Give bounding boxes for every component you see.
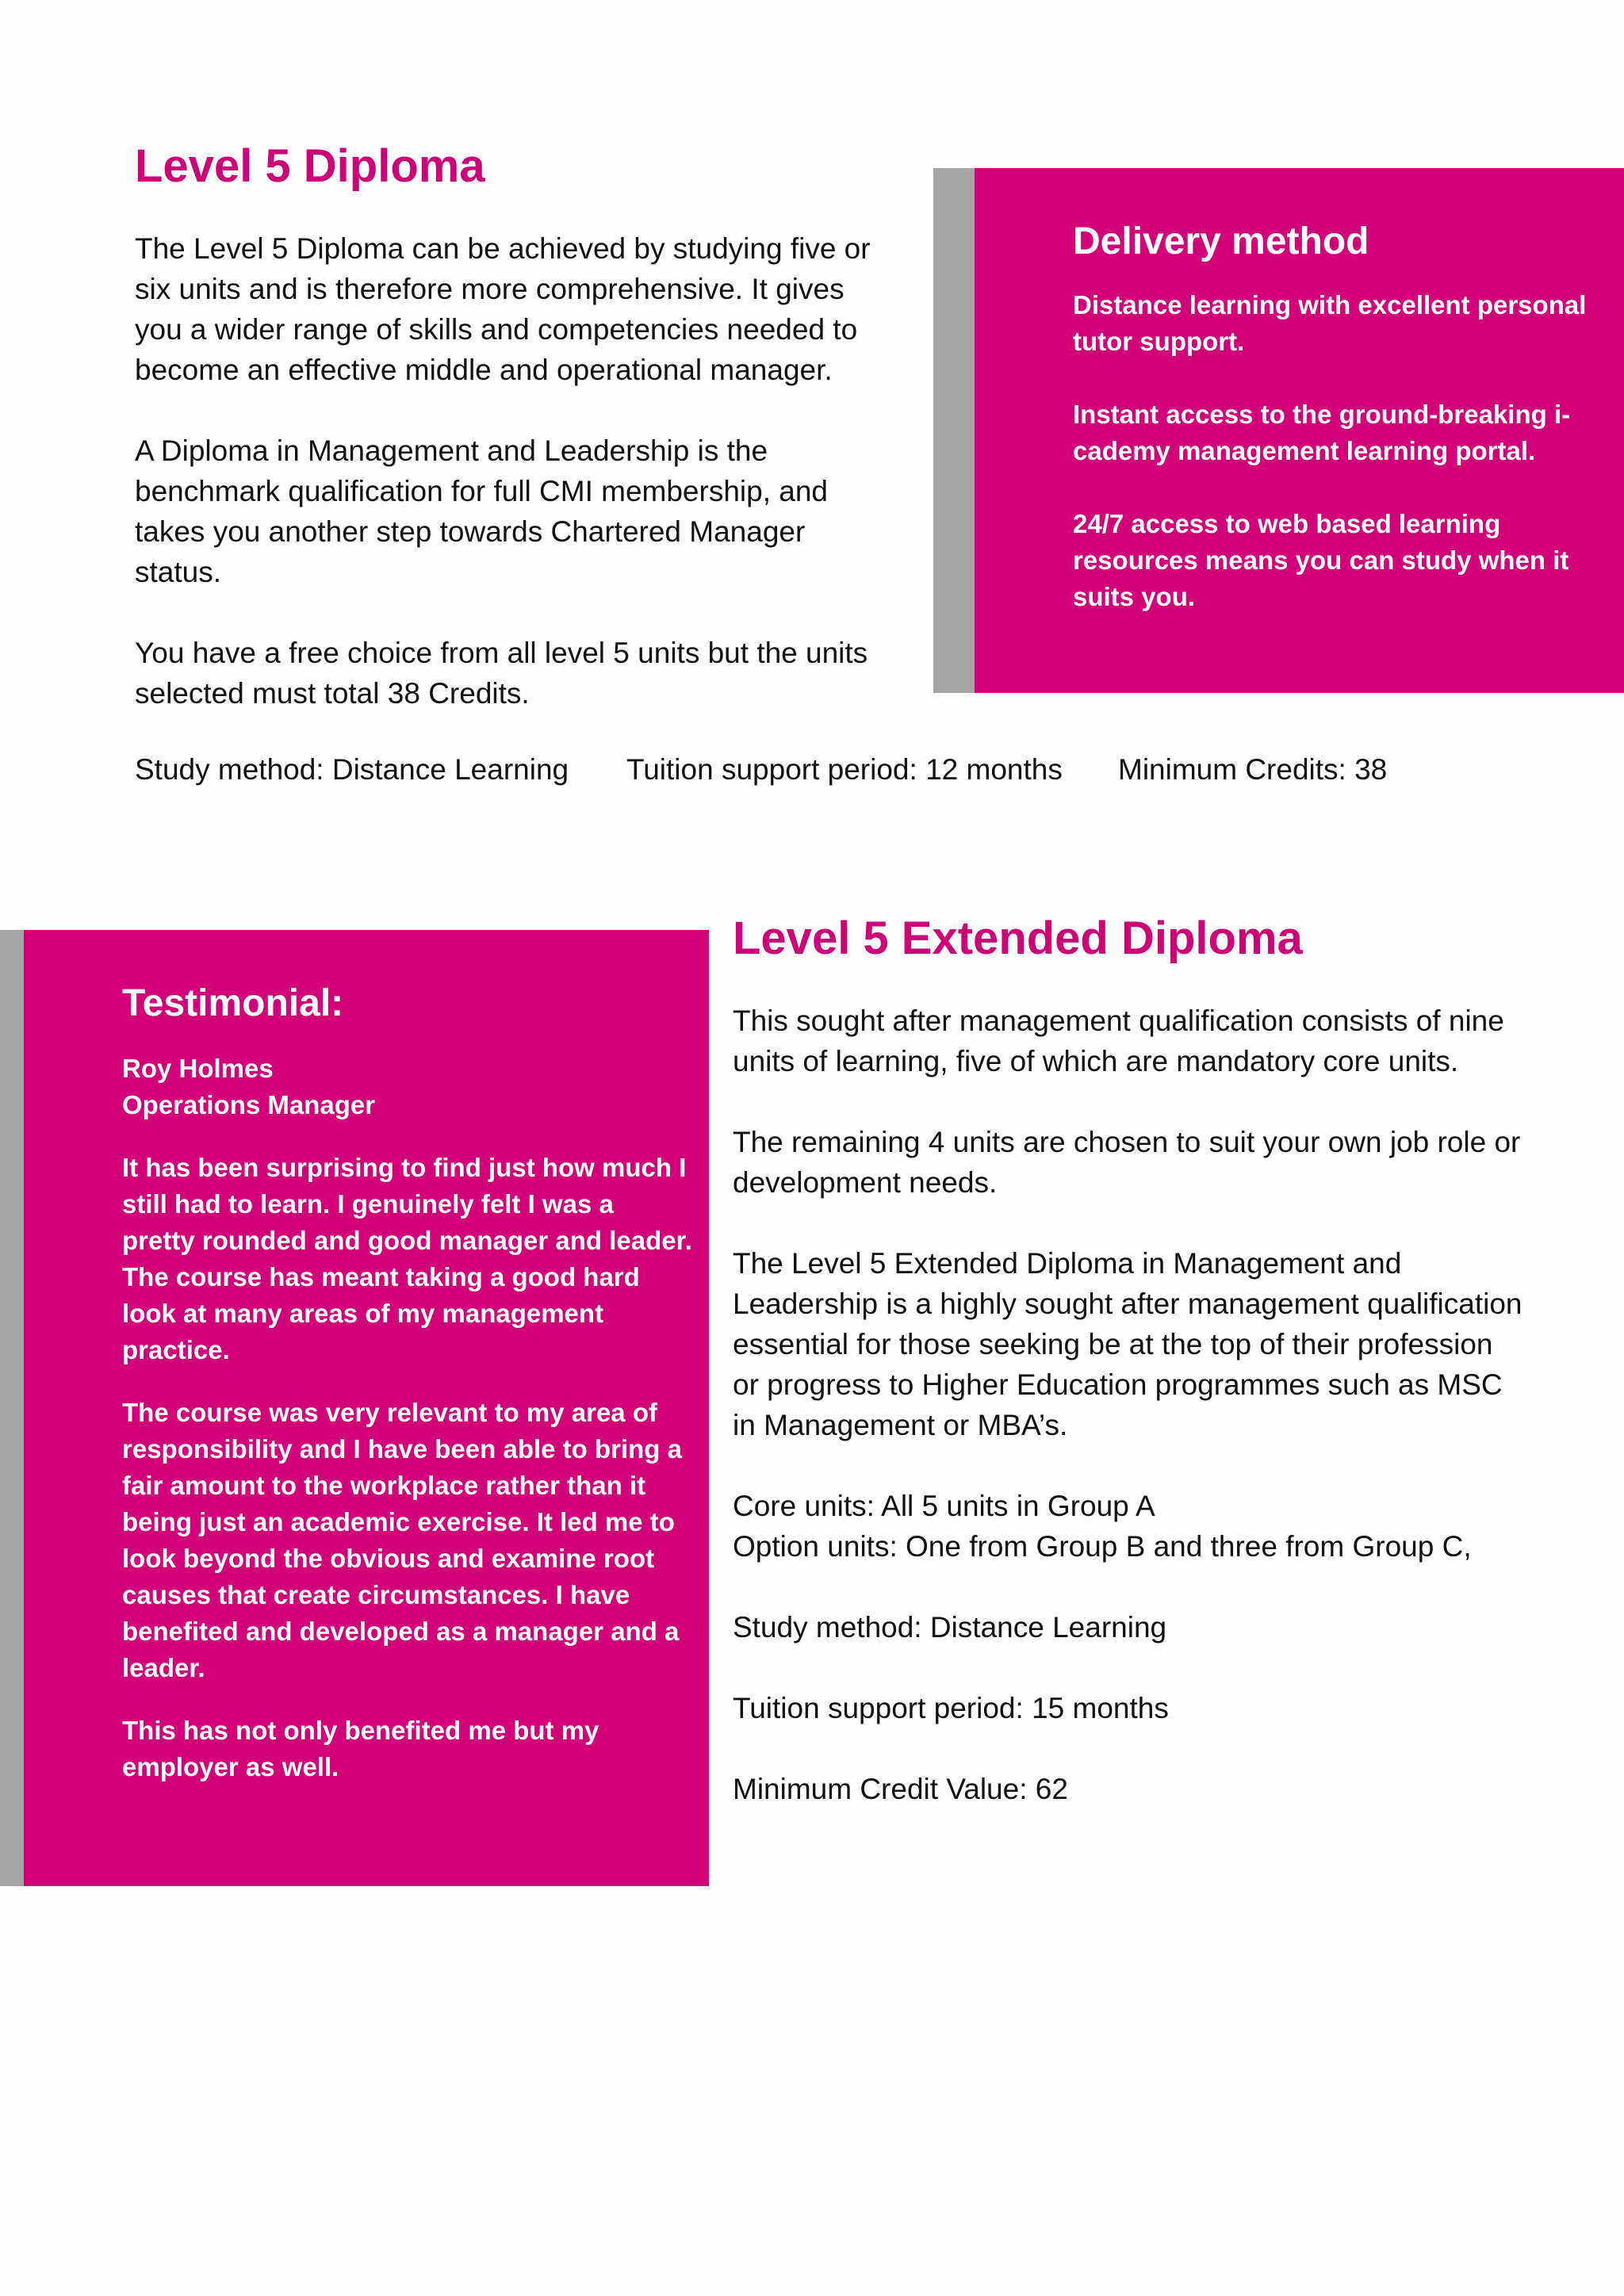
level5-title: Level 5 Diploma [135,140,485,192]
delivery-panel [975,168,1624,693]
level5-min-credits: Minimum Credits: 38 [1118,753,1388,786]
level5-description [135,228,896,714]
testimonial-side-strip [0,930,24,1886]
level5-paragraph: You have a free choice from all level 5 units but the units selected must total 38 Credits. [135,637,868,710]
delivery-side-strip [933,168,975,693]
level5-study-method: Study method: Distance Learning [135,753,569,786]
extended-min-credit-value: Minimum Credit Value: 62 [733,1773,1068,1805]
delivery-title: Delivery method [1073,220,1369,262]
delivery-item: Instant access to the ground-breaking i-cademy management learning portal. [1073,399,1571,465]
testimonial-title: Testimonial: [122,982,344,1024]
extended-description [733,1001,1526,1809]
level5-paragraph: A Diploma in Management and Leadership is the benchmark qualification for full CMI membership, and takes you another step towards Chartered Manager status. [135,434,828,588]
testimonial-paragraph: It has been surprising to find just how much I still had to learn. I genuinely felt I was a pretty rounded and good manager and leader. The course has meant taking a good hard look at many areas of my management practice. [122,1152,692,1364]
testimonial-author-name: Roy Holmes [122,1053,274,1083]
level5-paragraph: The Level 5 Diploma can be achieved by studying five or six units and is therefore more comprehensive. It gives you a wider range of skills and competencies needed to become an effective middle and operational manager. [135,232,871,386]
testimonial-panel [24,930,709,1886]
extended-option-units: Option units: One from Group B and three from Group C, [733,1530,1472,1563]
extended-paragraph: The Level 5 Extended Diploma in Management and Leadership is a highly sought after management qualification essential for those seeking be at the top of their profession or progress to Higher Education programmes such as MSC in Management or MBA’s. [733,1247,1522,1441]
testimonial-paragraph: This has not only benefited me but my employer as well. [122,1715,599,1781]
extended-tuition-period: Tuition support period: 15 months [733,1692,1169,1724]
extended-paragraph: The remaining 4 units are chosen to suit your own job role or development needs. [733,1126,1521,1199]
testimonial-paragraph: The course was very relevant to my area of responsibility and I have been able to bring a fair amount to the workplace rather than it being just an academic exercise. It led me to look beyond the obvious and examine root causes that create circumstances. I have benefited and developed as a manager and a leader. [122,1397,682,1682]
level5-tuition-period: Tuition support period: 12 months [626,753,1063,786]
extended-core-units: Core units: All 5 units in Group A [733,1490,1155,1522]
extended-paragraph: This sought after management qualification consists of nine units of learning, five of which are mandatory core units. [733,1004,1504,1077]
testimonial-author-role: Operations Manager [122,1089,376,1119]
delivery-item: 24/7 access to web based learning resources means you can study when it suits you. [1073,508,1569,611]
delivery-item: Distance learning with excellent personal tutor support. [1073,289,1587,356]
extended-study-method: Study method: Distance Learning [733,1611,1167,1644]
extended-title: Level 5 Extended Diploma [733,913,1303,964]
